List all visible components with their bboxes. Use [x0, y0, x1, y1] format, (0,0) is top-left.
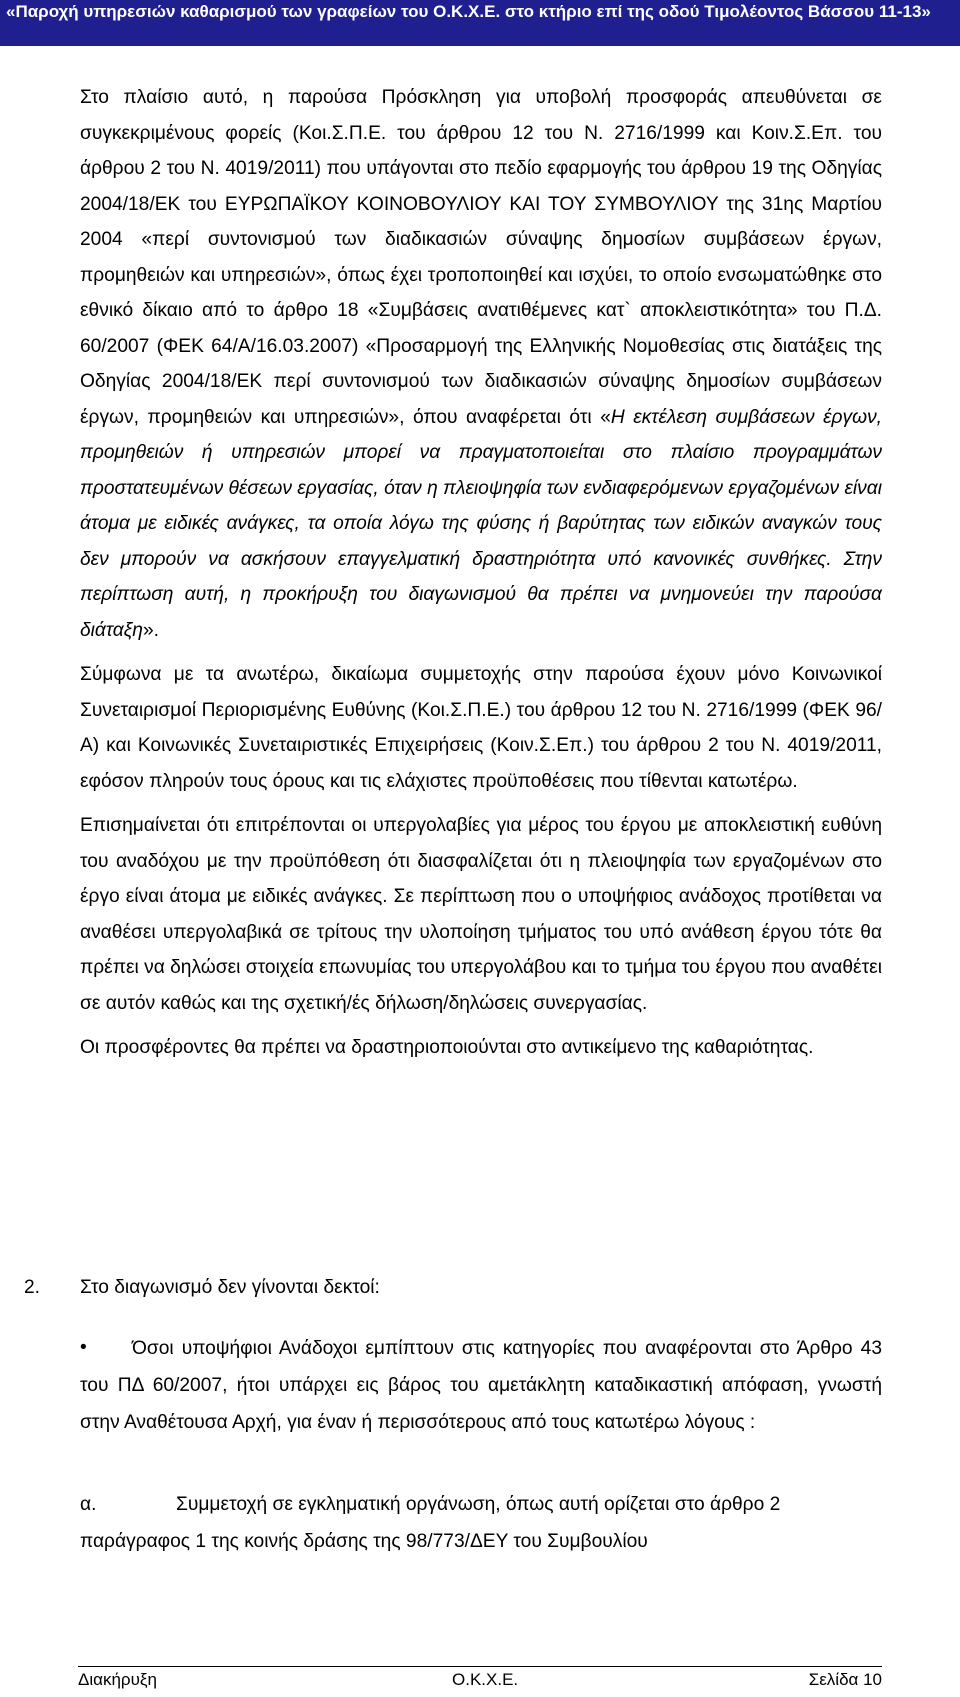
- bullet-item: [80, 1330, 882, 1441]
- bullet-text: Όσοι υποψήφιοι Ανάδοχοι εμπίπτουν στις κατηγορίες που αναφέρονται στο Άρθρο 43 του ΠΔ 60/2007, ήτοι υπάρχει εις βάρος του αμετάκλητη καταδικαστική απόφαση, γνωστή στην Αναθέτουσα Αρχή, για έναν ή περισσότερους από τους κατωτέρω λόγους :: [80, 1338, 882, 1433]
- paragraph-eligibility: Σύμφωνα με τα ανωτέρω, δικαίωμα συμμετοχής στην παρούσα έχουν μόνο Κοινωνικοί Συνεταιρισμοί Περιορισμένης Ευθύνης (Κοι.Σ.Π.Ε.) του άρθρου 12 του Ν. 2716/1999 (ΦΕΚ 96/Α) και Κοινωνικές Συνεταιριστικές Επιχειρήσεις (Κοιν.Σ.Επ.) του άρθρου 2 του Ν. 4019/2011, εφόσον πληρούν τους όρους και τις ελάχιστες προϋποθέσεις που τίθενται κατωτέρω.: [80, 664, 882, 792]
- paragraph-intro-text: Στο πλαίσιο αυτό, η παρούσα Πρόσκληση για υποβολή προσφοράς απευθύνεται σε συγκεκριμένους φορείς (Κοι.Σ.Π.Ε. του άρθρου 12 του Ν. 2716/1999 και Κοιν.Σ.Επ. του άρθρου 2 του Ν. 4019/2011) που υπάγονται στο πεδίο εφαρμογής του άρθρου 19 της Οδηγίας 2004/18/ΕΚ του ΕΥΡΩΠΑΪΚΟΥ ΚΟΙΝΟΒΟΥΛΙΟΥ ΚΑΙ ΤΟΥ ΣΥΜΒΟΥΛΙΟΥ της 31ης Μαρτίου 2004 «περί συντονισμού των διαδικασιών σύναψης δημοσίων συμβάσεων έργων, προμηθειών και υπηρεσιών», όπως έχει τροποποιηθεί και ισχύει, το οποίο ενσωματώθηκε στο εθνικό δίκαιο από το άρθρο 18 «Συμβάσεις ανατιθέμενες κατ` αποκλειστικότητα» του Π.Δ. 60/2007 (ΦΕΚ 64/Α/16.03.2007) «Προσαρμογή της Ελληνικής Νομοθεσίας στις διατάξεις της Οδηγίας 2004/18/ΕΚ περί συντονισμού των διαδικασιών σύναψης δημοσίων συμβάσεων έργων, προμηθειών και υπηρεσιών», όπου αναφέρεται ότι «: [80, 87, 882, 428]
- paragraph-activity: Οι προσφέροντες θα πρέπει να δραστηριοποιούνται στο αντικείμενο της καθαριότητας.: [80, 1037, 814, 1058]
- quote-close: ».: [142, 619, 159, 641]
- paragraph-subcontracting: Επισημαίνεται ότι επιτρέπονται οι υπεργολαβίες για μέρος του έργου με αποκλειστική ευθύνη του αναδόχου με την προϋπόθεση ότι διασφαλίζεται ότι η πλειοψηφία των εργαζομένων στο έργο είναι άτομα με ειδικές ανάγκες. Σε περίπτωση που ο υποψήφιος ανάδοχος προτίθεται να αναθέσει υπεργολαβικά σε τρίτους την υλοποίηση τμήματος του υπό ανάθεση έργου τότε θα πρέπει να δηλώσει στοιχεία επωνυμίας του υπεργολάβου και το τμήμα του έργου που αναθέτει σε αυτόν καθώς και της σχετική/ές δήλωση/δηλώσεις συνεργασίας.: [80, 815, 882, 1014]
- section-heading-row: [24, 1270, 380, 1306]
- footer-divider: [78, 1666, 882, 1667]
- footer-organization: Ο.Κ.Χ.Ε.: [452, 1670, 519, 1689]
- quoted-directive-text: Η εκτέλεση συμβάσεων έργων, προμηθειών ή υπηρεσιών μπορεί να πραγματοποιείται στο πλαίσιο προγραμμάτων προστατευμένων θέσεων εργασίας, όταν η πλειοψηφία των ενδιαφερόμενων εργαζομένων είναι άτομα με ειδικές ανάγκες, τα οποία λόγω της φύσης ή βαρύτητας των ειδικών αναγκών τους δεν μπορούν να ασκήσουν επαγγελματική δραστηριότητα υπό κανονικές συνθήκες. Στην περίπτωση αυτή, η προκήρυξη του διαγωνισμού θα πρέπει να μνημονεύει την παρούσα διάταξη: [80, 406, 882, 641]
- document-body: [80, 80, 882, 1066]
- footer-document-type: Διακήρυξη: [78, 1670, 157, 1689]
- sub-item-text: Συμμετοχή σε εγκληματική οργάνωση, όπως αυτή ορίζεται στο άρθρο 2 παράγραφος 1 της κοινής δράσης της 98/773/ΔΕΥ του Συμβουλίου: [80, 1494, 781, 1552]
- header-title: «Παροχή υπηρεσιών καθαρισμού των γραφείων του Ο.Κ.Χ.Ε. στο κτήριο επί της οδού Τιμολέοντος Βάσσου 11-13»: [6, 2, 931, 21]
- bullet-icon: •: [80, 1337, 87, 1358]
- sub-item-a: [80, 1486, 882, 1560]
- sub-item-label: α.: [80, 1494, 97, 1515]
- document-header: [0, 0, 960, 46]
- page-footer: [78, 1668, 882, 1692]
- footer-page-number: Σελίδα 10: [808, 1670, 882, 1689]
- section-number: 2.: [24, 1277, 41, 1298]
- section-heading: Στο διαγωνισμό δεν γίνονται δεκτοί:: [80, 1277, 380, 1298]
- paragraph-intro: [80, 80, 882, 648]
